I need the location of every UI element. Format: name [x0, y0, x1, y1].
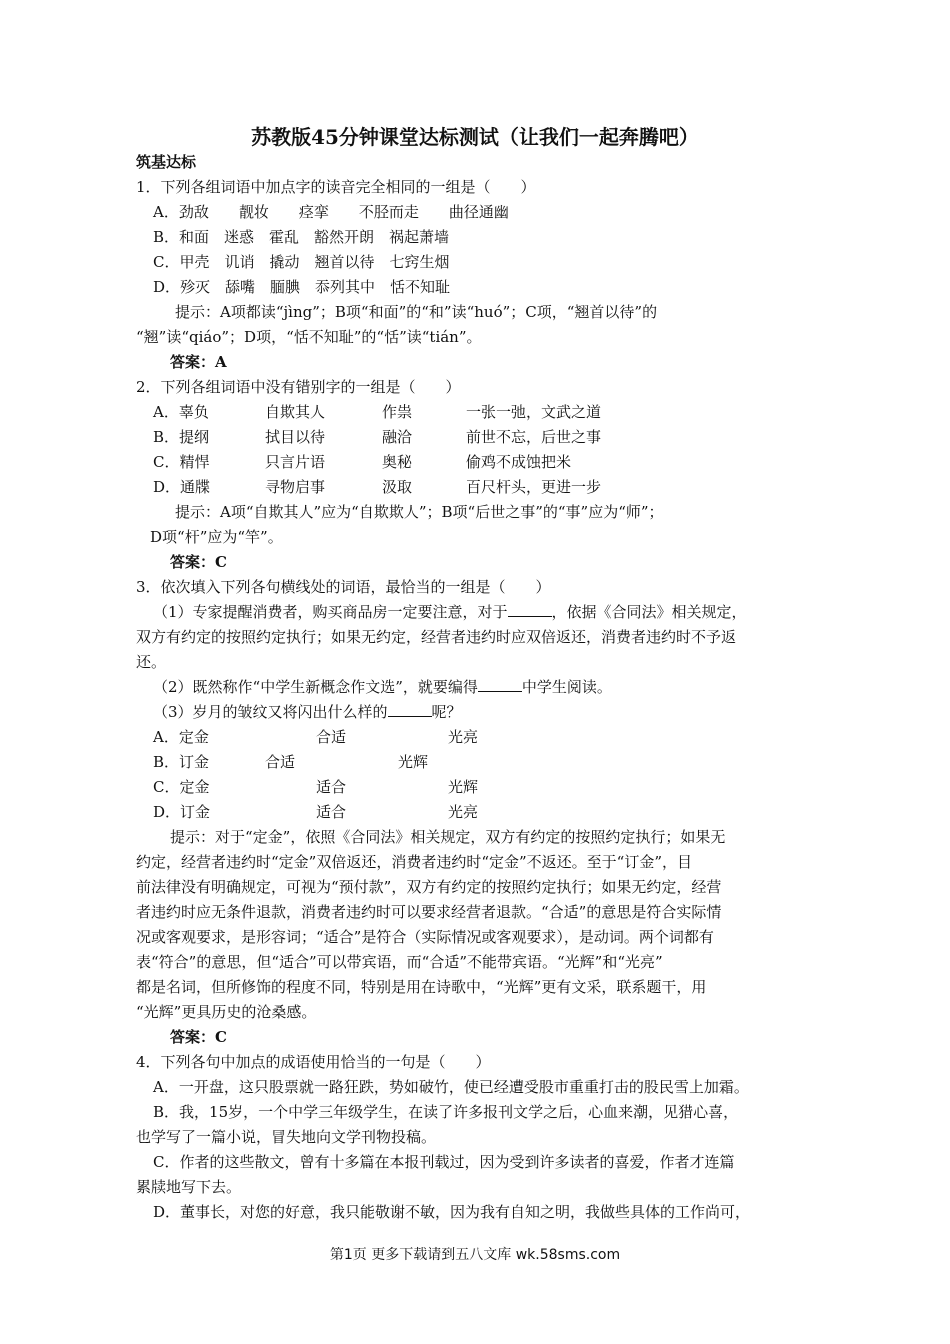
q3-blank-3 [388, 702, 432, 717]
q1-option-b: B．和面 迷惑 霍乱 豁然开朗 祸起萧墙 [153, 228, 450, 246]
q3-blank-2 [478, 677, 522, 692]
q2-c-word1: C．精悍 [153, 453, 210, 471]
q3-hint-line5: 况或客观要求，是形容词；“适合”是符合（实际情况或客观要求），是动词。两个词都有 [136, 928, 714, 946]
q2-a-word2: 自欺其人 [265, 403, 326, 421]
page-footer: 第1页 更多下载请到五八文库 wk.58sms.com [329, 1247, 621, 1263]
q2-b-word4: 前世不忘，后世之事 [466, 428, 602, 446]
q2-c-word4: 偷鸡不成蚀把米 [466, 453, 572, 471]
q3-sentence1-line3: 还。 [136, 653, 167, 671]
q3-c-word2: 适合 [316, 778, 347, 796]
q1-hint-line2: “翘”读“qiáo”；D项，“恬不知耻”的“恬”读“tián”。 [136, 328, 482, 346]
q3-hint-line8: “光辉”更具历史的沧桑感。 [136, 1003, 317, 1021]
q3-s1-text-a: （1）专家提醒消费者，购买商品房一定要注意，对于 [153, 603, 508, 621]
q4-option-d-line1: D．董事长，对您的好意，我只能敬谢不敏，因为我有自知之明，我做些具体的工作尚可， [153, 1203, 751, 1221]
q1-option-a: A．劲敌 靓妆 痉挛 不胫而走 曲径通幽 [153, 203, 509, 221]
q3-hint-line3: 前法律没有明确规定，可视为“预付款”，双方有约定的按照约定执行；如果无约定，经营 [136, 878, 722, 896]
q3-b-word2: 合适 [265, 753, 296, 771]
q2-stem: 2．下列各组词语中没有错别字的一组是（ ） [136, 378, 461, 396]
q3-answer: 答案：C [170, 1028, 227, 1046]
q3-sentence1-line2: 双方有约定的按照约定执行；如果无约定，经营者违约时应双倍返还，消费者违约时不予返 [136, 628, 737, 646]
q3-sentence3 [153, 702, 462, 722]
q1-hint-line1: 提示：A项都读“jìng”；B项“和面”的“和”读“huó”；C项，“翘首以待”的 [175, 303, 658, 321]
q1-option-c: C．甲壳 讥诮 撬动 翘首以待 七窍生烟 [153, 253, 450, 271]
q3-sentence2 [153, 677, 612, 697]
q3-hint-line4: 者违约时应无条件退款，消费者违约时可以要求经营者退款。“合适”的意思是符合实际情 [136, 903, 722, 921]
q3-c-word1: C．定金 [153, 778, 210, 796]
q3-b-word1: B．订金 [153, 753, 210, 771]
q1-stem: 1．下列各组词语中加点字的读音完全相同的一组是（ ） [136, 178, 536, 196]
q3-d-word2: 适合 [316, 803, 347, 821]
q1-answer: 答案：A [170, 353, 227, 371]
q4-stem: 4．下列各句中加点的成语使用恰当的一句是（ ） [136, 1053, 491, 1071]
q3-d-word1: D．订金 [153, 803, 211, 821]
q3-hint-line2: 约定，经营者违约时“定金”双倍返还，消费者违约时“定金”不返还。至于“订金”，目 [136, 853, 693, 871]
q3-stem: 3．依次填入下列各句横线处的词语，最恰当的一组是（ ） [136, 578, 551, 596]
q2-d-word2: 寻物启事 [265, 478, 326, 496]
q3-a-word3: 光亮 [448, 728, 479, 746]
q3-hint-line7: 都是名词，但所修饰的程度不同，特别是用在诗歌中，“光辉”更有文采，联系题干，用 [136, 978, 707, 996]
q4-option-b-line1: B．我，15岁，一个中学三年级学生，在读了许多报刊文学之后，心血来潮，见猎心喜， [153, 1103, 739, 1121]
q4-option-c-line2: 累牍地写下去。 [136, 1178, 242, 1196]
q3-s1-text-b: ，依据《合同法》相关规定， [551, 603, 747, 621]
q3-hint-line1: 提示：对于“定金”，依照《合同法》相关规定，双方有约定的按照约定执行；如果无 [170, 828, 726, 846]
q3-s3-text-a: （3）岁月的皱纹又将闪出什么样的 [153, 703, 388, 721]
q3-d-word3: 光亮 [448, 803, 479, 821]
q3-s3-text-b: 呢？ [431, 703, 462, 721]
q4-option-a: A．一开盘，这只股票就一路狂跌，势如破竹，使已经遭受股市重重打击的股民雪上加霜。 [153, 1078, 749, 1096]
page-title: 苏教版45分钟课堂达标测试（让我们一起奔腾吧） [251, 125, 699, 149]
q2-b-word2: 拭目以待 [265, 428, 326, 446]
q3-a-word1: A．定金 [153, 728, 209, 746]
q2-b-word1: B．提纲 [153, 428, 210, 446]
q2-a-word1: A．辜负 [153, 403, 209, 421]
q2-hint-line1: 提示：A项“自欺其人”应为“自欺欺人”；B项“后世之事”的“事”应为“师”； [175, 503, 664, 521]
q2-b-word3: 融洽 [382, 428, 413, 446]
q2-answer: 答案：C [170, 553, 227, 571]
q2-a-word3: 作祟 [382, 403, 413, 421]
q2-d-word4: 百尺杆头，更进一步 [466, 478, 602, 496]
q2-c-word3: 奥秘 [382, 453, 413, 471]
q2-c-word2: 只言片语 [265, 453, 326, 471]
q3-s2-text-b: 中学生阅读。 [521, 678, 612, 696]
q2-hint-line2: D项“杆”应为“竿”。 [150, 528, 283, 546]
q3-blank-1 [508, 602, 552, 617]
q3-s2-text-a: （2）既然称作“中学生新概念作文选”，就要编得 [153, 678, 478, 696]
q3-a-word2: 合适 [316, 728, 347, 746]
q3-c-word3: 光辉 [448, 778, 479, 796]
q2-d-word3: 汲取 [382, 478, 413, 496]
q1-option-d: D．殄灭 舔嘴 腼腆 忝列其中 恬不知耻 [153, 278, 451, 296]
q3-hint-line6: 表“符合”的意思，但“适合”可以带宾语，而“合适”不能带宾语。“光辉”和“光亮” [136, 953, 663, 971]
q4-option-b-line2: 也学写了一篇小说，冒失地向文学刊物投稿。 [136, 1128, 437, 1146]
q3-sentence1-line1 [153, 602, 747, 622]
q2-d-word1: D．通牒 [153, 478, 211, 496]
section-heading: 筑基达标 [136, 153, 197, 171]
q4-option-c-line1: C．作者的这些散文，曾有十多篇在本报刊载过，因为受到许多读者的喜爱，作者才连篇 [153, 1153, 735, 1171]
q3-b-word3: 光辉 [398, 753, 429, 771]
q2-a-word4: 一张一弛，文武之道 [466, 403, 602, 421]
